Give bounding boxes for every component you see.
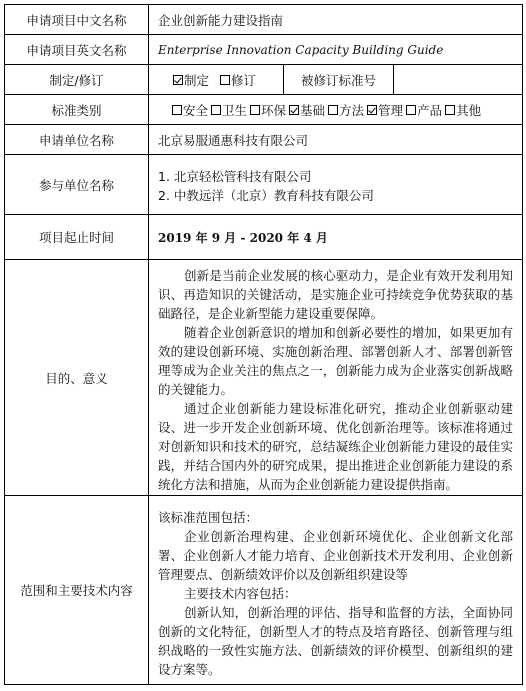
- category-option-label: 方法: [339, 102, 365, 118]
- checkbox-icon[interactable]: [445, 105, 455, 115]
- option-revise-label: 修订: [231, 72, 257, 88]
- revise-options-cell: [149, 65, 284, 94]
- revised-no-label: 被修订标准号: [300, 72, 376, 88]
- participant-item: 2. 中教远洋（北京）教育科技有限公司: [158, 188, 374, 203]
- revised-no-label-cell: [284, 65, 394, 94]
- category-option-label: 基础: [300, 102, 326, 118]
- checkbox-icon[interactable]: [211, 105, 221, 115]
- category-option-label: 产品: [417, 102, 443, 118]
- row-cn-name: [5, 5, 522, 35]
- period-label: 项目起止时间: [5, 215, 149, 259]
- category-option[interactable]: [172, 101, 208, 119]
- participants-label: 参与单位名称: [5, 155, 149, 214]
- checkbox-icon[interactable]: [289, 105, 299, 115]
- purpose-value: [149, 260, 522, 495]
- checkbox-icon[interactable]: [172, 105, 182, 115]
- applicant-value: 北京易服通惠科技有限公司: [158, 132, 309, 148]
- purpose-text-block: [158, 266, 513, 494]
- tech-text: 创新认知，创新治理的评估、指导和监督的方法，全面协同创新的文化特征，创新型人才的特点及培育路径、创新管理与组织战略的一致性实施方法、创新绩效的评价模型、创新组织的建设方案等。: [158, 605, 513, 677]
- category-label: 标准类别: [5, 95, 149, 124]
- scope-text: 企业创新治理构建、企业创新环境优化、企业创新文化部署、企业创新人才能力培育、企业创新技术开发利用、企业创新管理要点、创新绩效评价以及创新组织建设等: [158, 529, 513, 582]
- category-option[interactable]: [406, 101, 442, 119]
- scope-text-block: [158, 508, 513, 679]
- en-name-value: Enterprise Innovation Capacity Building Guide: [158, 42, 444, 57]
- checkbox-icon[interactable]: [328, 105, 338, 115]
- applicant-label: 申请单位名称: [5, 125, 149, 154]
- category-option[interactable]: [211, 101, 247, 119]
- row-purpose: [5, 260, 522, 496]
- cn-name-label: 申请项目中文名称: [5, 5, 149, 34]
- create-checkbox-icon[interactable]: [173, 75, 183, 85]
- category-option-label: 环保: [261, 102, 287, 118]
- category-option-label: 管理: [378, 102, 404, 118]
- checkbox-icon[interactable]: [250, 105, 260, 115]
- scope-value: [149, 496, 522, 684]
- category-option[interactable]: [367, 101, 403, 119]
- purpose-label: 目的、意义: [5, 260, 149, 495]
- period-value: 2019 年 9 月 - 2020 年 4 月: [158, 230, 328, 245]
- revise-value: [149, 65, 522, 94]
- en-name-label: 申请项目英文名称: [5, 35, 149, 64]
- checkbox-icon[interactable]: [367, 105, 377, 115]
- revise-label: 制定/修订: [5, 65, 149, 94]
- cn-name-value: 企业创新能力建设指南: [158, 12, 284, 28]
- purpose-paragraph: 通过企业创新能力建设标准化研究，推动企业创新驱动建设、进一步开发企业创新环境、优化创新治理等。该标准将通过对创新知识和技术的研究，总结凝练企业创新能力建设的最佳实践，并结合国内外的研究成果，提出推进企业创新能力建设的系统化方法和措施，从而为企业创新能力建设提供指南。: [158, 401, 513, 492]
- category-option-label: 其他: [456, 102, 482, 118]
- option-create[interactable]: [173, 71, 209, 89]
- revise-checkbox-icon[interactable]: [220, 75, 230, 85]
- scope-title: 该标准范围包括：: [158, 510, 259, 525]
- category-options: [149, 95, 522, 124]
- option-create-label: 制定: [183, 72, 209, 88]
- row-applicant: [5, 125, 522, 155]
- category-option[interactable]: [445, 101, 481, 119]
- tech-title: 主要技术内容包括：: [184, 586, 297, 601]
- checkbox-icon[interactable]: [406, 105, 416, 115]
- category-option-label: 安全: [183, 102, 209, 118]
- row-category: [5, 95, 522, 125]
- category-option[interactable]: [328, 101, 364, 119]
- row-scope: [5, 496, 522, 684]
- option-revise[interactable]: [220, 71, 256, 89]
- participants-value: [149, 155, 522, 214]
- scope-label: 范围和主要技术内容: [5, 496, 149, 684]
- category-option-label: 卫生: [222, 102, 248, 118]
- row-period: [5, 215, 522, 260]
- participant-item: 1. 北京轻松管科技有限公司: [158, 169, 312, 184]
- purpose-paragraph: 随着企业创新意识的增加和创新必要性的增加，如果更加有效的建设创新环境、实施创新治理、部署创新人才、部署创新管理等成为企业关注的焦点之一，创新能力成为企业落实创新战略的关键能力。: [158, 325, 513, 397]
- row-en-name: [5, 35, 522, 65]
- row-revise: [5, 65, 522, 95]
- purpose-paragraph: 创新是当前企业发展的核心驱动力，是企业有效开发利用知识、再造知识的关键活动，是实施企业可持续竞争优势获取的基础路径，是企业新型能力建设重要保障。: [158, 268, 513, 321]
- application-form-table: [4, 4, 523, 685]
- category-option[interactable]: [289, 101, 325, 119]
- row-participants: [5, 155, 522, 215]
- revised-no-value-cell[interactable]: [394, 65, 522, 94]
- category-option[interactable]: [250, 101, 286, 119]
